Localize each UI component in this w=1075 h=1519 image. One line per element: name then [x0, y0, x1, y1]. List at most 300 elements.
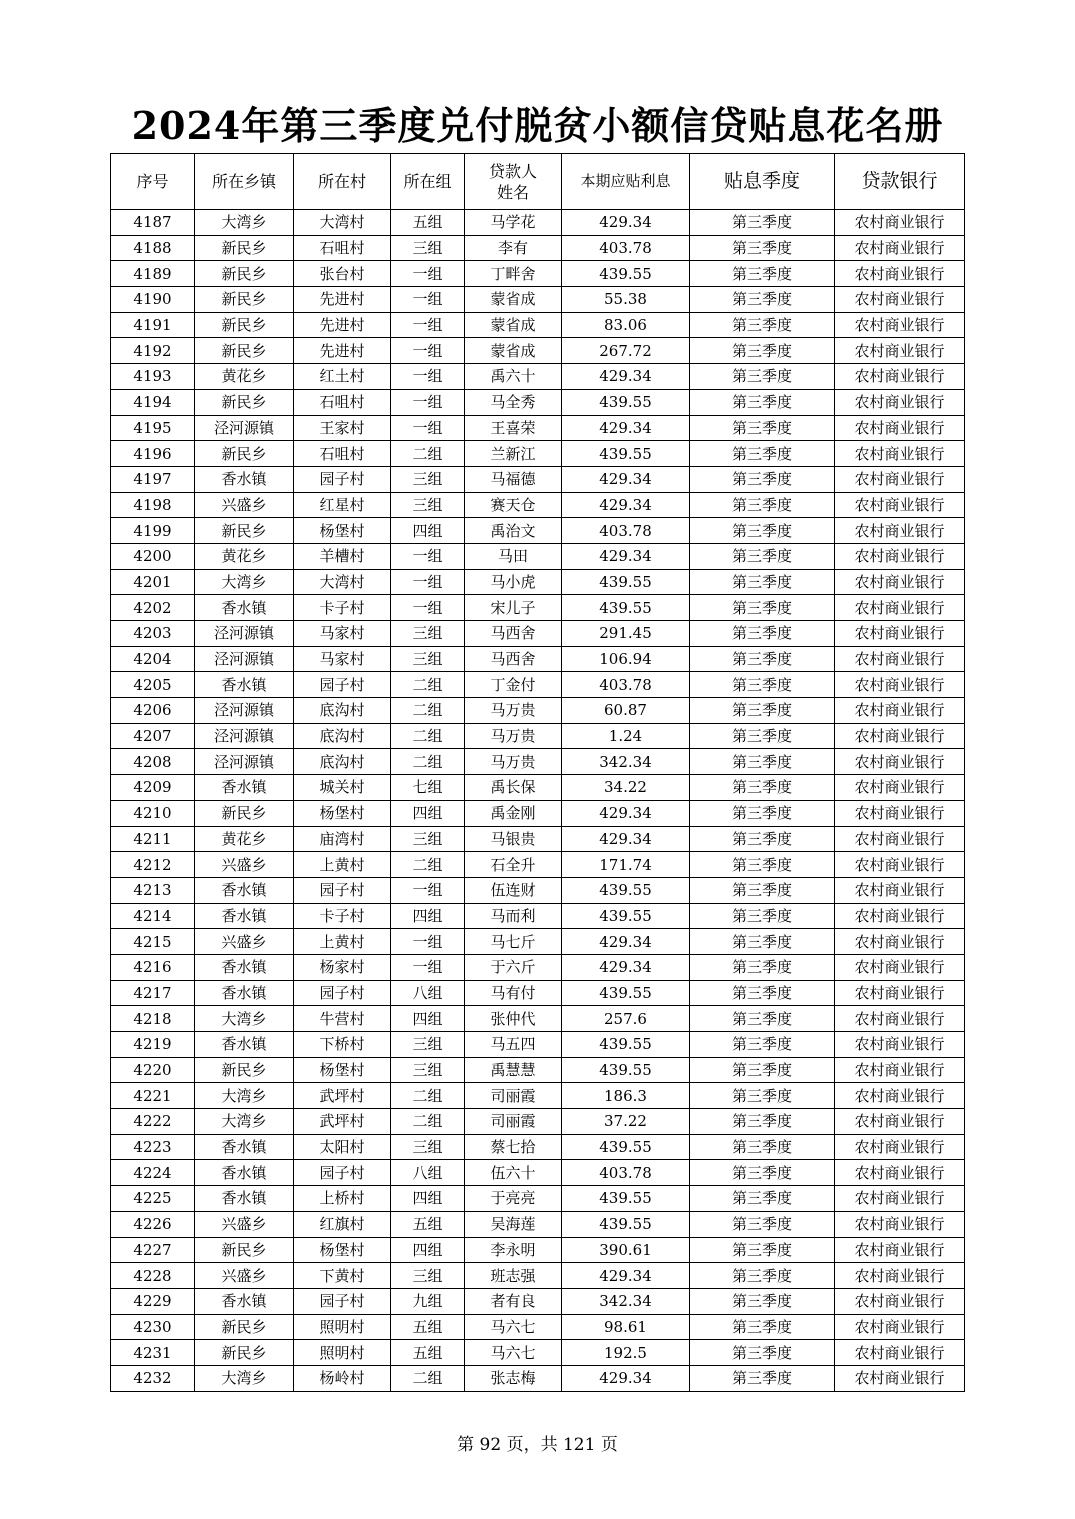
serial-number-cell: 4207 — [111, 723, 195, 749]
interest-amount-cell: 342.34 — [562, 749, 690, 775]
borrower-name-cell: 马而利 — [465, 903, 562, 929]
serial-number-cell: 4216 — [111, 954, 195, 980]
group-cell: 二组 — [391, 723, 465, 749]
serial-number-cell: 4193 — [111, 364, 195, 390]
subsidy-quarter-cell: 第三季度 — [690, 672, 835, 698]
borrower-name-cell: 兰新江 — [465, 441, 562, 467]
lending-bank-cell: 农村商业银行 — [835, 1365, 965, 1391]
table-row — [111, 954, 965, 980]
lending-bank-cell: 农村商业银行 — [835, 621, 965, 647]
subsidy-quarter-cell: 第三季度 — [690, 1006, 835, 1032]
village-cell: 先进村 — [294, 338, 391, 364]
village-cell: 卡子村 — [294, 595, 391, 621]
lending-bank-cell: 农村商业银行 — [835, 518, 965, 544]
village-cell: 马家村 — [294, 621, 391, 647]
subsidy-quarter-cell: 第三季度 — [690, 287, 835, 313]
table-row — [111, 210, 965, 236]
group-cell: 二组 — [391, 749, 465, 775]
subsidy-quarter-cell: 第三季度 — [690, 1365, 835, 1391]
serial-number-cell: 4221 — [111, 1083, 195, 1109]
interest-amount-cell: 257.6 — [562, 1006, 690, 1032]
lending-bank-cell: 农村商业银行 — [835, 466, 965, 492]
subsidy-roster-table — [110, 153, 965, 1392]
borrower-name-cell: 石全升 — [465, 852, 562, 878]
interest-amount-cell: 439.55 — [562, 1134, 690, 1160]
interest-amount-cell: 429.34 — [562, 826, 690, 852]
table-row — [111, 569, 965, 595]
lending-bank-cell: 农村商业银行 — [835, 1237, 965, 1263]
table-row — [111, 646, 965, 672]
serial-number-cell: 4220 — [111, 1057, 195, 1083]
serial-number-cell: 4189 — [111, 261, 195, 287]
subsidy-quarter-cell: 第三季度 — [690, 749, 835, 775]
lending-bank-cell: 农村商业银行 — [835, 852, 965, 878]
village-cell: 底沟村 — [294, 698, 391, 724]
interest-amount-cell: 37.22 — [562, 1109, 690, 1135]
township-cell: 新民乡 — [195, 338, 294, 364]
subsidy-quarter-cell: 第三季度 — [690, 698, 835, 724]
subsidy-quarter-cell: 第三季度 — [690, 389, 835, 415]
subsidy-quarter-cell: 第三季度 — [690, 1134, 835, 1160]
table-row — [111, 672, 965, 698]
lending-bank-cell: 农村商业银行 — [835, 415, 965, 441]
village-cell: 牛营村 — [294, 1006, 391, 1032]
table-row — [111, 415, 965, 441]
subsidy-quarter-cell: 第三季度 — [690, 312, 835, 338]
borrower-name-cell: 赛天仓 — [465, 492, 562, 518]
township-cell: 香水镇 — [195, 1186, 294, 1212]
interest-amount-cell: 1.24 — [562, 723, 690, 749]
village-cell: 上黄村 — [294, 929, 391, 955]
subsidy-quarter-cell: 第三季度 — [690, 518, 835, 544]
village-cell: 大湾村 — [294, 569, 391, 595]
header-subsidy-quarter: 贴息季度 — [690, 154, 835, 210]
lending-bank-cell: 农村商业银行 — [835, 338, 965, 364]
table-row — [111, 826, 965, 852]
interest-amount-cell: 429.34 — [562, 415, 690, 441]
subsidy-quarter-cell: 第三季度 — [690, 1057, 835, 1083]
township-cell: 新民乡 — [195, 518, 294, 544]
serial-number-cell: 4213 — [111, 877, 195, 903]
table-row — [111, 466, 965, 492]
borrower-name-cell: 禹慧慧 — [465, 1057, 562, 1083]
village-cell: 杨堡村 — [294, 800, 391, 826]
table-row — [111, 441, 965, 467]
lending-bank-cell: 农村商业银行 — [835, 492, 965, 518]
table-row — [111, 1006, 965, 1032]
township-cell: 香水镇 — [195, 1134, 294, 1160]
group-cell: 三组 — [391, 646, 465, 672]
group-cell: 一组 — [391, 595, 465, 621]
village-cell: 杨岭村 — [294, 1365, 391, 1391]
borrower-name-cell: 马学花 — [465, 210, 562, 236]
township-cell: 大湾乡 — [195, 1365, 294, 1391]
table-row — [111, 852, 965, 878]
group-cell: 二组 — [391, 1083, 465, 1109]
group-cell: 二组 — [391, 441, 465, 467]
village-cell: 园子村 — [294, 1160, 391, 1186]
serial-number-cell: 4212 — [111, 852, 195, 878]
interest-amount-cell: 403.78 — [562, 672, 690, 698]
township-cell: 新民乡 — [195, 800, 294, 826]
header-village: 所在村 — [294, 154, 391, 210]
subsidy-quarter-cell: 第三季度 — [690, 903, 835, 929]
interest-amount-cell: 429.34 — [562, 929, 690, 955]
borrower-name-cell: 马万贵 — [465, 698, 562, 724]
interest-amount-cell: 439.55 — [562, 441, 690, 467]
group-cell: 二组 — [391, 698, 465, 724]
township-cell: 泾河源镇 — [195, 698, 294, 724]
subsidy-quarter-cell: 第三季度 — [690, 1109, 835, 1135]
group-cell: 三组 — [391, 1032, 465, 1058]
village-cell: 照明村 — [294, 1314, 391, 1340]
serial-number-cell: 4204 — [111, 646, 195, 672]
interest-amount-cell: 267.72 — [562, 338, 690, 364]
group-cell: 二组 — [391, 1365, 465, 1391]
interest-amount-cell: 429.34 — [562, 954, 690, 980]
borrower-name-cell: 伍六十 — [465, 1160, 562, 1186]
group-cell: 四组 — [391, 1186, 465, 1212]
township-cell: 香水镇 — [195, 672, 294, 698]
township-cell: 兴盛乡 — [195, 929, 294, 955]
subsidy-quarter-cell: 第三季度 — [690, 492, 835, 518]
township-cell: 泾河源镇 — [195, 723, 294, 749]
subsidy-quarter-cell: 第三季度 — [690, 954, 835, 980]
interest-amount-cell: 439.55 — [562, 261, 690, 287]
serial-number-cell: 4219 — [111, 1032, 195, 1058]
lending-bank-cell: 农村商业银行 — [835, 980, 965, 1006]
borrower-name-cell: 张仲代 — [465, 1006, 562, 1032]
township-cell: 兴盛乡 — [195, 1263, 294, 1289]
interest-amount-cell: 390.61 — [562, 1237, 690, 1263]
group-cell: 四组 — [391, 903, 465, 929]
township-cell: 大湾乡 — [195, 1083, 294, 1109]
table-row — [111, 1211, 965, 1237]
township-cell: 大湾乡 — [195, 569, 294, 595]
group-cell: 五组 — [391, 1211, 465, 1237]
interest-amount-cell: 439.55 — [562, 1186, 690, 1212]
table-row — [111, 364, 965, 390]
lending-bank-cell: 农村商业银行 — [835, 389, 965, 415]
group-cell: 二组 — [391, 1109, 465, 1135]
lending-bank-cell: 农村商业银行 — [835, 1288, 965, 1314]
group-cell: 四组 — [391, 1006, 465, 1032]
table-row — [111, 287, 965, 313]
village-cell: 武坪村 — [294, 1109, 391, 1135]
interest-amount-cell: 106.94 — [562, 646, 690, 672]
interest-amount-cell: 186.3 — [562, 1083, 690, 1109]
group-cell: 八组 — [391, 1160, 465, 1186]
group-cell: 四组 — [391, 800, 465, 826]
village-cell: 羊槽村 — [294, 543, 391, 569]
township-cell: 香水镇 — [195, 595, 294, 621]
subsidy-quarter-cell: 第三季度 — [690, 1211, 835, 1237]
lending-bank-cell: 农村商业银行 — [835, 775, 965, 801]
table-row — [111, 595, 965, 621]
serial-number-cell: 4205 — [111, 672, 195, 698]
interest-amount-cell: 98.61 — [562, 1314, 690, 1340]
township-cell: 新民乡 — [195, 1314, 294, 1340]
township-cell: 香水镇 — [195, 1032, 294, 1058]
lending-bank-cell: 农村商业银行 — [835, 312, 965, 338]
village-cell: 杨堡村 — [294, 1237, 391, 1263]
borrower-name-cell: 班志强 — [465, 1263, 562, 1289]
subsidy-quarter-cell: 第三季度 — [690, 1340, 835, 1366]
borrower-name-cell: 伍连财 — [465, 877, 562, 903]
interest-amount-cell: 439.55 — [562, 903, 690, 929]
subsidy-quarter-cell: 第三季度 — [690, 466, 835, 492]
group-cell: 一组 — [391, 954, 465, 980]
group-cell: 三组 — [391, 1134, 465, 1160]
group-cell: 一组 — [391, 312, 465, 338]
village-cell: 张台村 — [294, 261, 391, 287]
subsidy-quarter-cell: 第三季度 — [690, 338, 835, 364]
township-cell: 黄花乡 — [195, 364, 294, 390]
subsidy-quarter-cell: 第三季度 — [690, 1186, 835, 1212]
village-cell: 红土村 — [294, 364, 391, 390]
table-row — [111, 312, 965, 338]
interest-amount-cell: 429.34 — [562, 543, 690, 569]
serial-number-cell: 4195 — [111, 415, 195, 441]
interest-amount-cell: 429.34 — [562, 466, 690, 492]
table-row — [111, 698, 965, 724]
borrower-name-cell: 张志梅 — [465, 1365, 562, 1391]
serial-number-cell: 4232 — [111, 1365, 195, 1391]
borrower-name-cell: 司丽霞 — [465, 1083, 562, 1109]
table-row — [111, 1365, 965, 1391]
township-cell: 泾河源镇 — [195, 415, 294, 441]
village-cell: 杨家村 — [294, 954, 391, 980]
subsidy-quarter-cell: 第三季度 — [690, 595, 835, 621]
interest-amount-cell: 439.55 — [562, 1032, 690, 1058]
serial-number-cell: 4191 — [111, 312, 195, 338]
table-row — [111, 338, 965, 364]
subsidy-quarter-cell: 第三季度 — [690, 1160, 835, 1186]
lending-bank-cell: 农村商业银行 — [835, 364, 965, 390]
village-cell: 红旗村 — [294, 1211, 391, 1237]
borrower-name-cell: 王喜荣 — [465, 415, 562, 441]
table-row — [111, 1314, 965, 1340]
subsidy-quarter-cell: 第三季度 — [690, 1237, 835, 1263]
subsidy-quarter-cell: 第三季度 — [690, 415, 835, 441]
subsidy-quarter-cell: 第三季度 — [690, 569, 835, 595]
subsidy-quarter-cell: 第三季度 — [690, 800, 835, 826]
lending-bank-cell: 农村商业银行 — [835, 1263, 965, 1289]
interest-amount-cell: 439.55 — [562, 389, 690, 415]
header-group: 所在组 — [391, 154, 465, 210]
group-cell: 九组 — [391, 1288, 465, 1314]
serial-number-cell: 4230 — [111, 1314, 195, 1340]
table-row — [111, 1134, 965, 1160]
lending-bank-cell: 农村商业银行 — [835, 287, 965, 313]
serial-number-cell: 4229 — [111, 1288, 195, 1314]
group-cell: 七组 — [391, 775, 465, 801]
village-cell: 底沟村 — [294, 749, 391, 775]
subsidy-quarter-cell: 第三季度 — [690, 826, 835, 852]
header-serial-number: 序号 — [111, 154, 195, 210]
group-cell: 三组 — [391, 826, 465, 852]
interest-amount-cell: 439.55 — [562, 980, 690, 1006]
interest-amount-cell: 439.55 — [562, 569, 690, 595]
interest-amount-cell: 192.5 — [562, 1340, 690, 1366]
group-cell: 一组 — [391, 287, 465, 313]
table-row — [111, 929, 965, 955]
village-cell: 大湾村 — [294, 210, 391, 236]
lending-bank-cell: 农村商业银行 — [835, 826, 965, 852]
lending-bank-cell: 农村商业银行 — [835, 800, 965, 826]
township-cell: 泾河源镇 — [195, 646, 294, 672]
village-cell: 石咀村 — [294, 441, 391, 467]
table-row — [111, 775, 965, 801]
interest-amount-cell: 403.78 — [562, 1160, 690, 1186]
interest-amount-cell: 55.38 — [562, 287, 690, 313]
subsidy-quarter-cell: 第三季度 — [690, 1288, 835, 1314]
subsidy-quarter-cell: 第三季度 — [690, 852, 835, 878]
group-cell: 一组 — [391, 261, 465, 287]
serial-number-cell: 4188 — [111, 235, 195, 261]
lending-bank-cell: 农村商业银行 — [835, 749, 965, 775]
borrower-name-cell: 宋儿子 — [465, 595, 562, 621]
village-cell: 石咀村 — [294, 235, 391, 261]
group-cell: 一组 — [391, 364, 465, 390]
subsidy-quarter-cell: 第三季度 — [690, 1263, 835, 1289]
serial-number-cell: 4214 — [111, 903, 195, 929]
group-cell: 一组 — [391, 569, 465, 595]
township-cell: 新民乡 — [195, 1237, 294, 1263]
borrower-name-cell: 禹长保 — [465, 775, 562, 801]
interest-amount-cell: 439.55 — [562, 595, 690, 621]
village-cell: 园子村 — [294, 672, 391, 698]
lending-bank-cell: 农村商业银行 — [835, 595, 965, 621]
serial-number-cell: 4190 — [111, 287, 195, 313]
serial-number-cell: 4192 — [111, 338, 195, 364]
table-row — [111, 235, 965, 261]
borrower-name-cell: 马万贵 — [465, 749, 562, 775]
table-row — [111, 389, 965, 415]
serial-number-cell: 4227 — [111, 1237, 195, 1263]
lending-bank-cell: 农村商业银行 — [835, 1211, 965, 1237]
lending-bank-cell: 农村商业银行 — [835, 672, 965, 698]
borrower-name-cell: 丁畔舍 — [465, 261, 562, 287]
serial-number-cell: 4197 — [111, 466, 195, 492]
group-cell: 五组 — [391, 1314, 465, 1340]
interest-amount-cell: 60.87 — [562, 698, 690, 724]
interest-amount-cell: 291.45 — [562, 621, 690, 647]
subsidy-quarter-cell: 第三季度 — [690, 235, 835, 261]
table-row — [111, 980, 965, 1006]
village-cell: 庙湾村 — [294, 826, 391, 852]
township-cell: 香水镇 — [195, 775, 294, 801]
township-cell: 大湾乡 — [195, 1006, 294, 1032]
table-row — [111, 492, 965, 518]
village-cell: 上桥村 — [294, 1186, 391, 1212]
header-borrower-name-text: 贷款人姓名 — [489, 161, 538, 202]
group-cell: 三组 — [391, 621, 465, 647]
township-cell: 香水镇 — [195, 877, 294, 903]
interest-amount-cell: 429.34 — [562, 492, 690, 518]
group-cell: 三组 — [391, 466, 465, 492]
table-row — [111, 1109, 965, 1135]
serial-number-cell: 4226 — [111, 1211, 195, 1237]
serial-number-cell: 4196 — [111, 441, 195, 467]
header-interest-amount: 本期应贴利息 — [562, 154, 690, 210]
group-cell: 一组 — [391, 338, 465, 364]
village-cell: 园子村 — [294, 1288, 391, 1314]
serial-number-cell: 4224 — [111, 1160, 195, 1186]
header-row — [111, 154, 965, 210]
township-cell: 新民乡 — [195, 1340, 294, 1366]
village-cell: 园子村 — [294, 980, 391, 1006]
subsidy-quarter-cell: 第三季度 — [690, 543, 835, 569]
serial-number-cell: 4218 — [111, 1006, 195, 1032]
township-cell: 黄花乡 — [195, 826, 294, 852]
subsidy-quarter-cell: 第三季度 — [690, 877, 835, 903]
borrower-name-cell: 马福德 — [465, 466, 562, 492]
lending-bank-cell: 农村商业银行 — [835, 1340, 965, 1366]
interest-amount-cell: 439.55 — [562, 1057, 690, 1083]
table-header — [111, 154, 965, 210]
lending-bank-cell: 农村商业银行 — [835, 1160, 965, 1186]
interest-amount-cell: 34.22 — [562, 775, 690, 801]
serial-number-cell: 4206 — [111, 698, 195, 724]
serial-number-cell: 4208 — [111, 749, 195, 775]
village-cell: 先进村 — [294, 312, 391, 338]
group-cell: 三组 — [391, 492, 465, 518]
village-cell: 先进村 — [294, 287, 391, 313]
township-cell: 泾河源镇 — [195, 621, 294, 647]
borrower-name-cell: 禹治文 — [465, 518, 562, 544]
serial-number-cell: 4225 — [111, 1186, 195, 1212]
interest-amount-cell: 439.55 — [562, 1211, 690, 1237]
township-cell: 新民乡 — [195, 287, 294, 313]
group-cell: 一组 — [391, 389, 465, 415]
borrower-name-cell: 马七斤 — [465, 929, 562, 955]
lending-bank-cell: 农村商业银行 — [835, 261, 965, 287]
township-cell: 香水镇 — [195, 1160, 294, 1186]
subsidy-quarter-cell: 第三季度 — [690, 441, 835, 467]
village-cell: 底沟村 — [294, 723, 391, 749]
borrower-name-cell: 马六七 — [465, 1314, 562, 1340]
subsidy-quarter-cell: 第三季度 — [690, 723, 835, 749]
table-row — [111, 261, 965, 287]
borrower-name-cell: 吴海莲 — [465, 1211, 562, 1237]
serial-number-cell: 4222 — [111, 1109, 195, 1135]
serial-number-cell: 4210 — [111, 800, 195, 826]
village-cell: 马家村 — [294, 646, 391, 672]
borrower-name-cell: 于六斤 — [465, 954, 562, 980]
subsidy-quarter-cell: 第三季度 — [690, 210, 835, 236]
serial-number-cell: 4201 — [111, 569, 195, 595]
borrower-name-cell: 马西舍 — [465, 621, 562, 647]
village-cell: 红星村 — [294, 492, 391, 518]
township-cell: 香水镇 — [195, 1288, 294, 1314]
borrower-name-cell: 马银贵 — [465, 826, 562, 852]
village-cell: 太阳村 — [294, 1134, 391, 1160]
serial-number-cell: 4194 — [111, 389, 195, 415]
township-cell: 香水镇 — [195, 466, 294, 492]
lending-bank-cell: 农村商业银行 — [835, 1109, 965, 1135]
lending-bank-cell: 农村商业银行 — [835, 1134, 965, 1160]
borrower-name-cell: 蒙省成 — [465, 312, 562, 338]
township-cell: 兴盛乡 — [195, 492, 294, 518]
township-cell: 香水镇 — [195, 980, 294, 1006]
group-cell: 一组 — [391, 415, 465, 441]
table-row — [111, 543, 965, 569]
lending-bank-cell: 农村商业银行 — [835, 1083, 965, 1109]
borrower-name-cell: 蒙省成 — [465, 287, 562, 313]
township-cell: 兴盛乡 — [195, 1211, 294, 1237]
serial-number-cell: 4228 — [111, 1263, 195, 1289]
